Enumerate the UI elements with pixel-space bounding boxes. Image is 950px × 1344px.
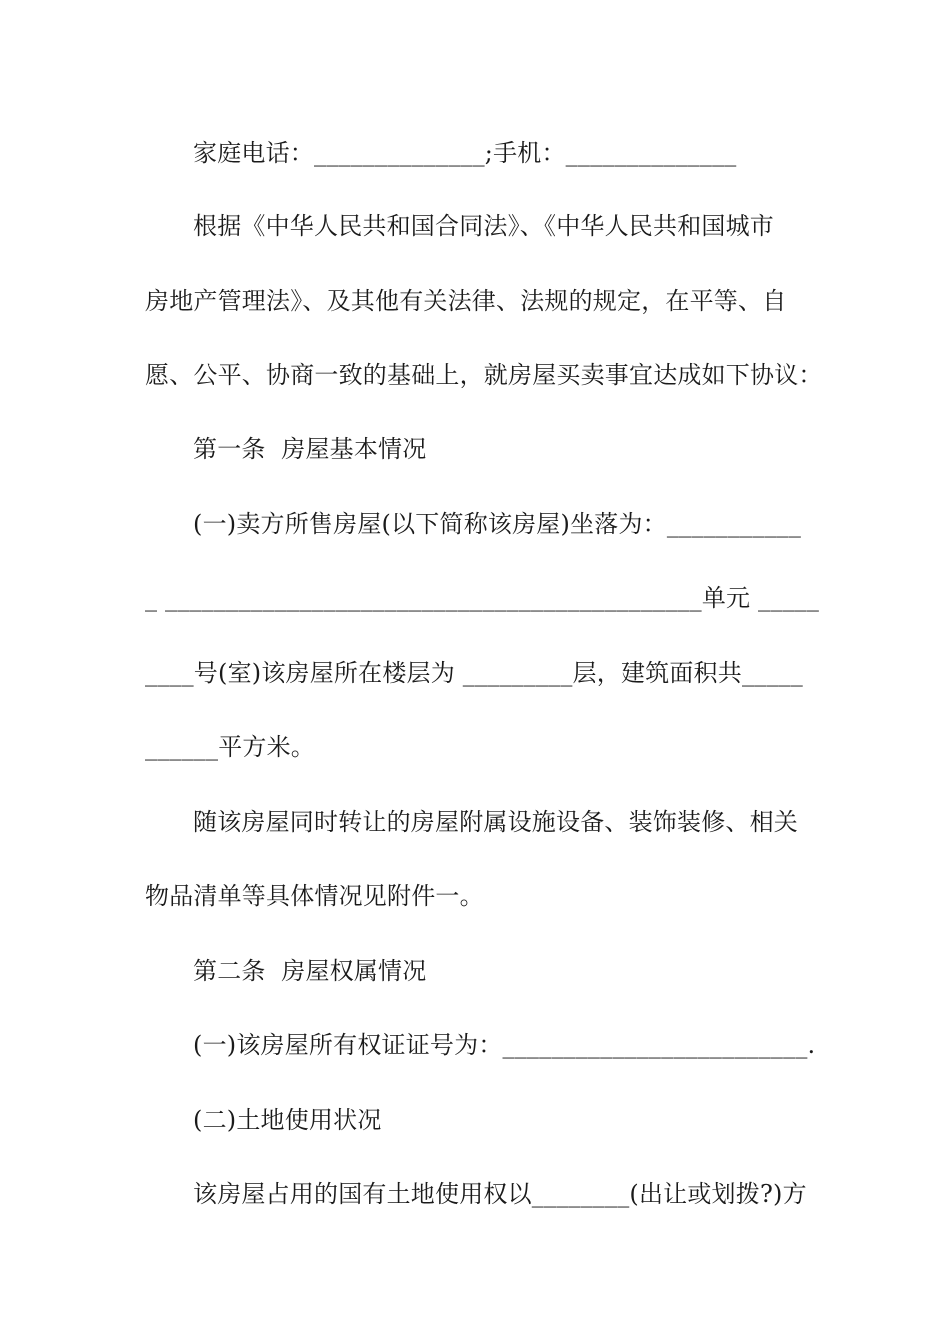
paragraph-line: 该房屋占用的国有土地使用权以________(出让或划拨?)方 — [193, 1180, 807, 1208]
paragraph-line: (二)土地使用状况 — [193, 1106, 382, 1134]
paragraph-line: 房地产管理法》、及其他有关法律、法规的规定，在平等、自 — [145, 287, 787, 315]
paragraph-line: 愿、公平、协商一致的基础上，就房屋买卖事宜达成如下协议： — [145, 361, 823, 389]
article-1-heading: 第一条 房屋基本情况 — [193, 435, 427, 463]
paragraph-line: 物品清单等具体情况见附件一。 — [145, 882, 484, 910]
paragraph-line: (一)该房屋所有权证证号为：_________________________. — [193, 1031, 816, 1059]
paragraph-line: ______平方米。 — [145, 733, 315, 761]
paragraph-line: _ ____________________________________________单元 _____ — [145, 584, 820, 612]
phone-line: 家庭电话：______________;手机：______________ — [193, 139, 737, 167]
paragraph-line: 随该房屋同时转让的房屋附属设施设备、装饰装修、相关 — [193, 808, 798, 836]
paragraph-line: (一)卖方所售房屋(以下简称该房屋)坐落为：___________ — [193, 510, 802, 538]
article-2-heading: 第二条 房屋权属情况 — [193, 957, 427, 985]
paragraph-line: 根据《中华人民共和国合同法》、《中华人民共和国城市 — [193, 212, 774, 240]
paragraph-line: ____号(室)该房屋所在楼层为 _________层，建筑面积共_____ — [145, 659, 803, 687]
